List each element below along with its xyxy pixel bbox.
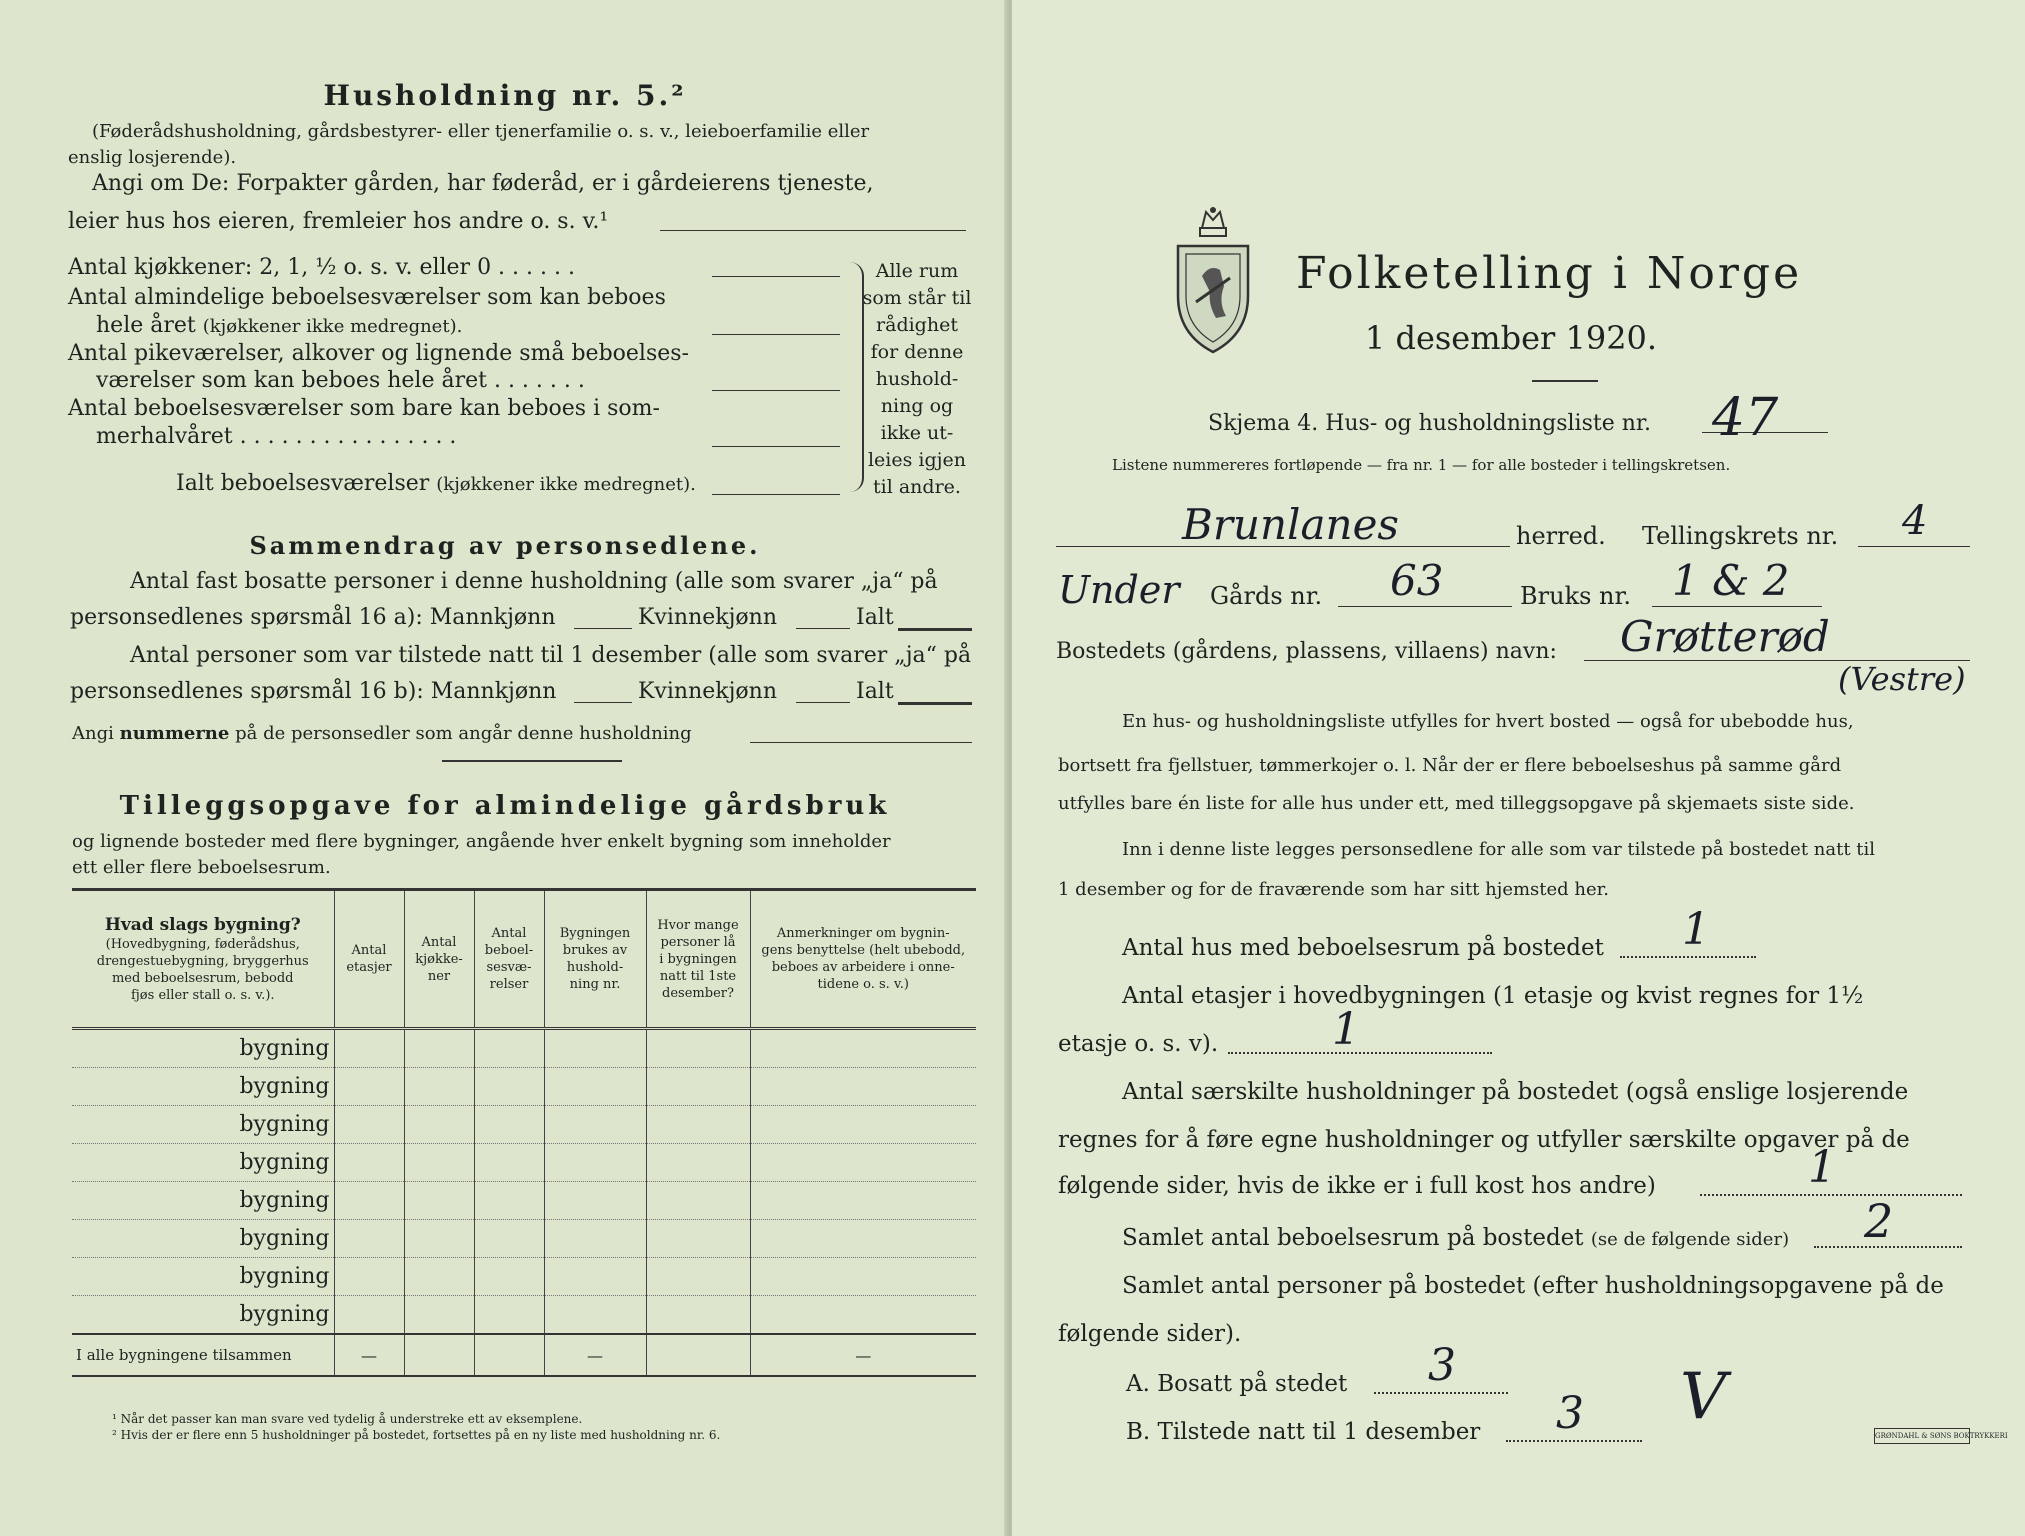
col-header-line: gens benyttelse (helt ubebodd, [761,943,966,958]
col-floors [334,890,404,1029]
maid-rooms-label-1: Antal pikeværelser, alkover og lignende små beboelses- [68,341,689,366]
gards-label: Gårds nr. [1210,582,1323,610]
building-row-cell [750,1144,976,1182]
schema-number-value: 47 [1712,388,1779,448]
building-row-cell [474,1182,544,1220]
title-divider [1532,380,1598,382]
gards-value: 63 [1390,556,1444,605]
q-floors-value: 1 [1332,1004,1360,1055]
instructions-3: utfylles bare én liste for alle hus under ett, med tilleggsopgave på skjemaets siste side. [1058,793,1855,814]
col-household-no [544,890,646,1029]
col-header-line: natt til 1ste [659,968,737,984]
building-row-cell [474,1258,544,1296]
building-row-cell [646,1220,750,1258]
col-header-line: kjøkke- [415,951,463,967]
p3-line [750,742,972,743]
col-header-text [545,925,646,993]
building-row [72,1258,976,1296]
building-row-cell [334,1106,404,1144]
brace-note-line: rådighet [876,314,958,336]
q-households-value: 1 [1808,1142,1836,1193]
building-row-cell [750,1029,976,1068]
q-floors-2: etasje o. s. v). [1058,1031,1219,1057]
summary-heading: Sammendrag av personsedlene. [249,531,761,560]
col-header-line: Anmerkninger om bygnin- [776,926,950,941]
building-row-cell [646,1258,750,1296]
instructions-2: bortsett fra fjellstuer, tømmerkojer o. l. Når der er flere beboelseshus på samme gård [1058,755,1842,776]
building-table-header [72,890,976,1029]
col-header-line: relser [489,977,529,992]
summary-p2-1: Antal personer som var tilstede natt til 1 desember (alle som svarer „ja“ på [130,643,972,668]
building-row-label: bygning [72,1182,334,1220]
building-row-cell [474,1106,544,1144]
col-kitchens [404,890,474,1029]
total-rooms-line [712,494,840,495]
sum-label: I alle bygningene tilsammen [72,1334,334,1376]
p2-ialt-line [898,702,972,705]
brace-note-line: hushold- [875,368,959,390]
col-header-line: i bygningen [659,951,737,967]
summary-p1-2: personsedlenes spørsmål 16 a): Mannkjønn [70,605,556,630]
col-remarks [750,890,976,1029]
building-row-cell [544,1182,646,1220]
building-row-cell [544,1029,646,1068]
building-row-cell [474,1220,544,1258]
building-row-cell [404,1029,474,1068]
gards-line [1338,606,1512,607]
brace-note [862,258,972,501]
building-row-label: bygning [72,1258,334,1296]
building-row-cell [750,1220,976,1258]
col-header-line: desember? [662,985,734,1001]
summer-rooms-label-1: Antal beboelsesværelser som bare kan beboes i som- [68,396,660,421]
p1-ialt-label: Ialt [856,605,894,630]
p2-mann-line [574,702,632,703]
building-row-cell [334,1144,404,1182]
building-row-cell [334,1182,404,1220]
building-row-cell [750,1068,976,1106]
maid-rooms-label-2: værelser som kan beboes hele året . . . . . . . [96,368,585,393]
section-divider [442,760,622,762]
col-header-text [475,925,544,993]
summary-p3: Angi nummerne på de personsedler som angår denne husholdning [72,723,692,744]
ordinary-rooms-line [712,334,840,335]
summer-rooms-line [712,446,840,447]
building-row-cell [474,1068,544,1106]
col-header-line: beboel- [484,943,534,958]
krets-line [1858,546,1970,547]
building-row-cell [544,1220,646,1258]
col-header-line: sesvæ- [486,960,532,975]
col-header-line: ner [427,968,451,984]
building-row-cell [404,1296,474,1335]
kitchens-line [712,276,840,277]
summary-p2-2: personsedlenes spørsmål 16 b): Mannkjønn [70,679,557,704]
col-header-line: Bygningen [559,926,631,941]
building-row-cell [544,1068,646,1106]
building-row-cell [646,1144,750,1182]
building-row-label: bygning [72,1220,334,1258]
under-value: Under [1058,568,1180,612]
building-rows [72,1029,976,1335]
col-header-line: Antal [421,934,457,950]
instructions-5: 1 desember og for de fraværende som har sitt hjemsted her. [1058,879,1609,900]
col-header-text [751,925,977,993]
col-persons [646,890,750,1029]
bruks-value: 1 & 2 [1672,556,1790,605]
building-row-cell [404,1220,474,1258]
col-building-type-note-line: drengestuebygning, bryggerhus [96,954,309,969]
building-row-cell [404,1068,474,1106]
household-title: Husholdning nr. 5.² [323,79,687,112]
printer-stamp: GRØNDAHL & SØNS BOKTRYKKERI [1874,1428,1970,1444]
building-row-cell [404,1106,474,1144]
col-header-line: beboes av arbeidere i onne- [771,960,955,975]
building-row [72,1029,976,1068]
building-sum-row [72,1334,976,1376]
building-row [72,1220,976,1258]
brace-note-line: ning og [880,395,954,417]
building-row-cell [750,1296,976,1335]
col-header-line: brukes av [562,943,628,958]
building-row-cell [646,1106,750,1144]
building-row-cell [646,1029,750,1068]
krets-label: Tellingskrets nr. [1642,522,1839,550]
q-rooms: Samlet antal beboelsesrum på bostedet (se de følgende sider) [1122,1225,1790,1251]
footnote-1: ¹ Når det passer kan man svare ved tydelig å understreke ett av eksemplene. [112,1412,583,1426]
footnote-2: ² Hvis der er flere enn 5 husholdninger på bostedet, fortsettes på en ny liste med husholdning nr. 6. [112,1428,721,1442]
brace-note-line: ikke ut- [880,422,954,444]
kitchens-label: Antal kjøkkener: 2, 1, ½ o. s. v. eller 0 . . . . . . [68,255,575,280]
q-houses-line [1620,956,1756,958]
q-persons-1: Samlet antal personer på bostedet (efter husholdningsopgavene på de [1122,1273,1944,1299]
coat-of-arms-icon [1172,206,1254,354]
col-building-type: Hvad slags bygning? (Hovedbygning, føderådshus, drengestuebygning, bryggerhus med beboelsesrum, bebodd fjøs eller stall o. s. v.). [72,890,334,1029]
q-floors-1: Antal etasjer i hovedbygningen (1 etasje og kvist regnes for 1½ [1122,983,1864,1009]
ask-answer-line [660,230,966,231]
total-rooms-label: Ialt beboelsesværelser (kjøkkener ikke medregnet). [176,471,696,496]
q-houses: Antal hus med beboelsesrum på bostedet [1122,935,1604,961]
building-row-cell [646,1068,750,1106]
col-header-line: tidene o. s. v.) [817,977,909,992]
q-households-2: regnes for å føre egne husholdninger og utfyller særskilte opgaver på de [1058,1127,1910,1153]
q-floors-line [1228,1052,1492,1054]
supplement-heading: Tilleggsopgave for almindelige gårdsbruk [119,791,891,821]
bosted-value-2: (Vestre) [1838,660,1966,698]
household-ask-2: leier hus hos eieren, fremleier hos andre o. s. v.¹ [68,209,609,234]
col-building-type-note-line: fjøs eller stall o. s. v.). [130,988,275,1003]
ordinary-rooms-label-1: Antal almindelige beboelsesværelser som kan beboes [68,285,666,310]
building-row-cell [334,1258,404,1296]
herred-label: herred. [1516,522,1606,550]
col-header-line: hushold- [566,960,624,975]
schema-label: Skjema 4. Hus- og husholdningsliste nr. [1208,411,1651,436]
supplement-p2: ett eller flere beboelsesrum. [72,857,331,878]
building-row-cell [544,1258,646,1296]
q-present-value: 3 [1556,1388,1584,1439]
building-row-cell [404,1182,474,1220]
col-header-line: Antal [491,926,527,941]
col-header-text [335,942,404,976]
p1-mann-line [574,628,632,629]
col-header-line: Antal [351,943,387,958]
building-row-cell [646,1296,750,1335]
building-row-cell [474,1296,544,1335]
col-building-type-note-line: med beboelsesrum, bebodd [111,971,294,986]
q-houses-value: 1 [1682,904,1710,955]
building-row-cell [334,1068,404,1106]
col-header-line: Hvor mange [657,917,739,933]
building-row-label: bygning [72,1068,334,1106]
building-row-cell [404,1258,474,1296]
sum-floors: — [334,1334,404,1376]
building-row-cell [334,1296,404,1335]
p1-ialt-line [898,628,972,631]
form-title: Folketelling i Norge [1296,248,1803,299]
building-row-cell [334,1220,404,1258]
sum-remarks: — [750,1334,976,1376]
q-rooms-value: 2 [1864,1194,1894,1248]
instructions-4: Inn i denne liste legges personsedlene for alle som var tilstede på bostedet natt til [1122,839,1876,860]
building-row-label: bygning [72,1029,334,1068]
q-resident: A. Bosatt på stedet [1126,1371,1348,1397]
form-date: 1 desember 1920. [1364,319,1658,357]
building-row [72,1296,976,1335]
q-households-3: følgende sider, hvis de ikke er i full kost hos andre) [1058,1173,1656,1199]
q-present: B. Tilstede natt til 1 desember [1126,1419,1481,1445]
q-households-1: Antal særskilte husholdninger på bostedet (også enslige losjerende [1122,1079,1909,1105]
building-row-cell [646,1182,750,1220]
q-households-line [1700,1194,1962,1196]
col-header-line: etasjer [346,960,392,975]
bosted-label: Bostedets (gårdens, plassens, villaens) navn: [1056,639,1557,664]
q-resident-line [1374,1392,1508,1394]
col-building-type-note-line: (Hovedbygning, føderådshus, [105,937,300,952]
p2-kvinne-label: Kvinnekjønn [638,679,777,704]
building-row-cell [544,1296,646,1335]
building-row-label: bygning [72,1106,334,1144]
q-resident-value: 3 [1428,1340,1456,1391]
household-intro-2: enslig losjerende). [68,147,237,168]
bruks-line [1652,606,1822,607]
numbering-note: Listene nummereres fortløpende — fra nr. 1 — for alle bosteder i tellingskretsen. [1112,456,1731,474]
krets-value: 4 [1902,498,1928,544]
q-present-line [1506,1440,1642,1442]
instructions-1: En hus- og husholdningsliste utfylles for hvert bosted — også for ubebodde hus, [1122,711,1854,732]
supplement-p1: og lignende bosteder med flere bygninger, angående hver enkelt bygning som inneholder [72,831,891,852]
col-rooms [474,890,544,1029]
building-row-cell [750,1258,976,1296]
building-row [72,1068,976,1106]
building-row-cell [334,1029,404,1068]
building-row-cell [750,1182,976,1220]
right-page [1012,0,2025,1536]
sum-household: — [544,1334,646,1376]
bruks-label: Bruks nr. [1520,582,1631,610]
col-header-line: ning nr. [569,977,621,992]
brace-note-line: for denne [870,341,964,363]
q-persons-2: følgende sider). [1058,1321,1242,1347]
summer-rooms-label-2: merhalvåret . . . . . . . . . . . . . . . . [96,424,457,449]
brace-note-line: Alle rum [875,260,959,282]
building-row-cell [474,1029,544,1068]
col-building-type-note [72,936,334,1004]
p2-ialt-label: Ialt [856,679,894,704]
col-header-text [647,917,750,1002]
sum-kitchens [404,1334,474,1376]
building-row [72,1182,976,1220]
col-header-text [405,934,474,985]
p2-kvinne-line [796,702,850,703]
building-table [72,888,976,1377]
p1-kvinne-label: Kvinnekjønn [638,605,777,630]
bosted-value: Grøtterød [1620,612,1830,661]
building-row-label: bygning [72,1296,334,1335]
herred-value: Brunlanes [1182,500,1399,549]
building-row [72,1106,976,1144]
building-row-label: bygning [72,1144,334,1182]
building-row-cell [474,1144,544,1182]
sum-rooms [474,1334,544,1376]
sum-persons [646,1334,750,1376]
building-row-cell [750,1106,976,1144]
building-row-cell [404,1144,474,1182]
summary-p1-1: Antal fast bosatte personer i denne husholdning (alle som svarer „ja“ på [130,569,938,594]
p1-kvinne-line [796,628,850,629]
building-row-cell [544,1144,646,1182]
household-ask-1: Angi om De: Forpakter gården, har føderåd, er i gårdeierens tjeneste, [92,171,874,196]
brace-note-line: leies igjen [867,449,967,471]
maid-rooms-line [712,390,840,391]
building-row-cell [544,1106,646,1144]
household-intro-1: (Føderådshusholdning, gårdsbestyrer- eller tjenerfamilie o. s. v., leieboerfamilie eller [92,121,870,142]
building-row [72,1144,976,1182]
col-header-line: personer lå [660,934,736,950]
ordinary-rooms-label-2: hele året (kjøkkener ikke medregnet). [96,313,463,338]
check-mark: V [1680,1360,1727,1434]
brace-note-line: til andre. [873,476,961,498]
left-page [0,0,1010,1536]
brace-note-line: som står til [862,287,972,309]
